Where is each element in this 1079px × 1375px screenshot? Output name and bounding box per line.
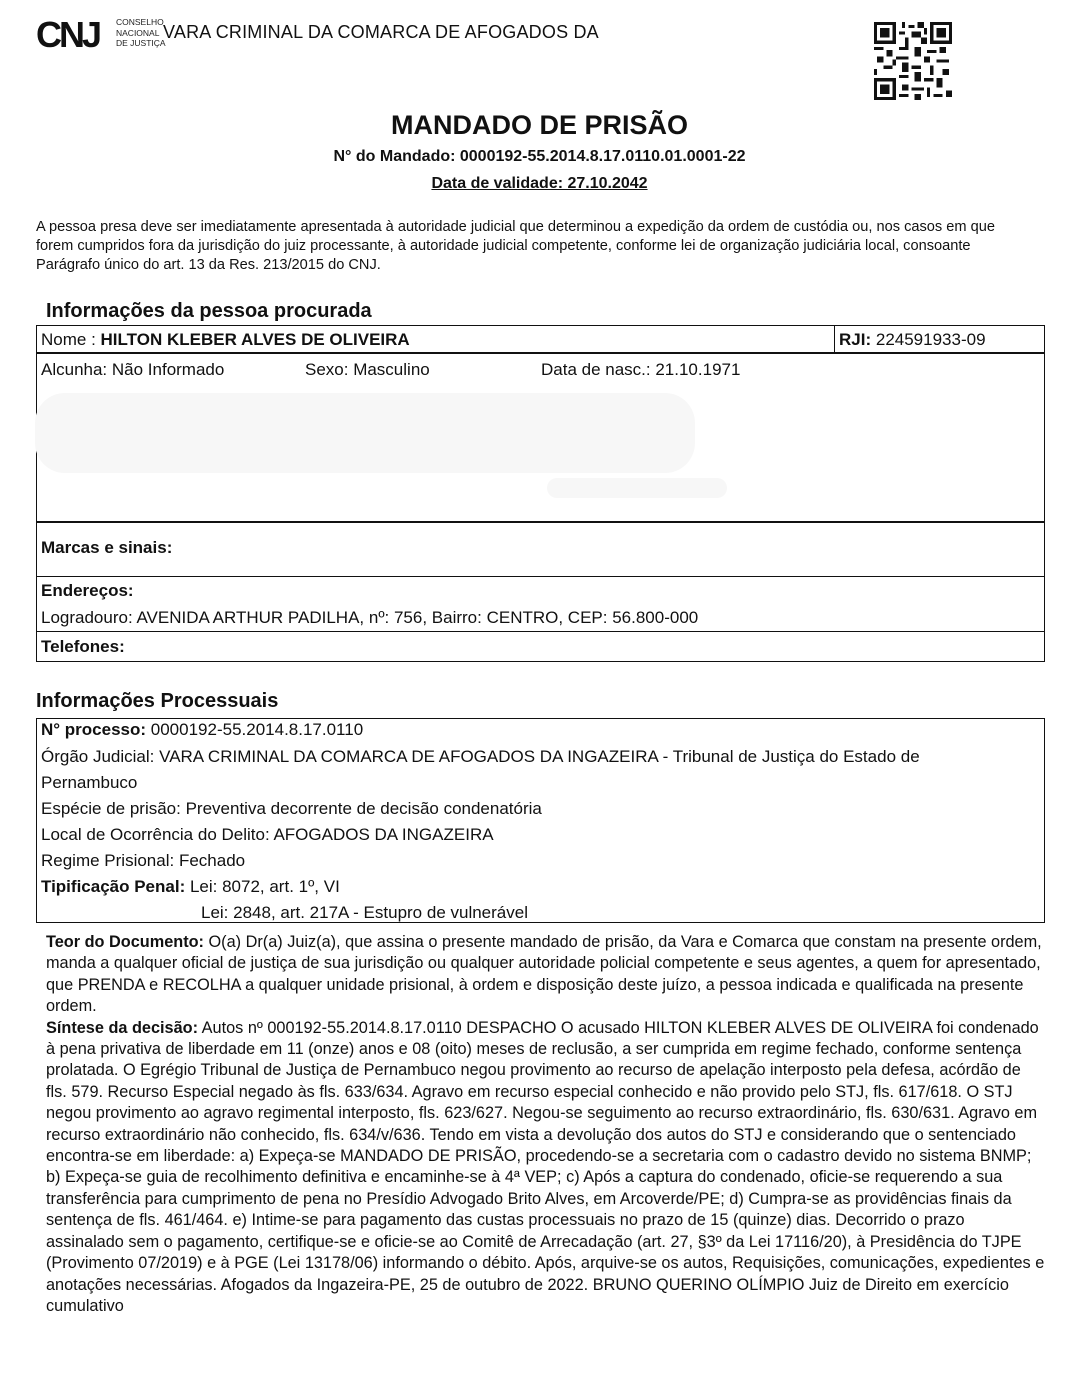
sex-field: Sexo: Masculino [305,360,430,379]
process-box [36,718,1045,923]
intro-paragraph: A pessoa presa deve ser imediatamente apresentada à autoridade judicial que determinou a expedição da ordem de custódia ou, nos casos em que forem cumpridos fora da jurisdição do juiz processante, à autoridade judicial competente, conforme lei de organização judiciária local, consoante Parágrafo único do art. 13 da Res. 213/2015 do CNJ. [36,219,995,273]
phones-row [36,632,1045,662]
phones-label: Telefones: [41,637,125,656]
redacted-area [35,393,695,473]
process-section-title: Informações Processuais [36,690,279,712]
document-content [46,932,1046,1317]
penal-typification-2: Lei: 2848, art. 217A - Estupro de vulnerável [201,903,528,922]
document-title: MANDADO DE PRISÃO [390,110,688,140]
marks-label: Marcas e sinais: [41,538,173,557]
alias-field: Alcunha: Não Informado [41,360,225,379]
marks-row [36,522,1045,577]
teor-paragraph: Teor do Documento: O(a) Dr(a) Juiz(a), que assina o presente mandado de prisão, da Vara e Comarca que constam na presente ordem, manda a qualquer oficial de justiça de sua jurisdição ou qualquer autoridade policial competente e seus agentes, a quem for apresentado, que PRENDA e RECOLHA a qualquer unidade prisional, à ordem e disposição deste juízo, a pessoa indicada e qualificada na presente ordem. [46,933,1042,1016]
redacted-area-small [547,478,727,498]
validity-date: Data de validade: 27.10.2042 [431,175,648,192]
addresses-row [36,576,1045,632]
cnj-logo [36,16,166,54]
qr-code-icon [874,22,952,100]
rji-field: RJI: 224591933-09 [839,330,986,349]
warrant-number: N° do Mandado: 0000192-55.2014.8.17.0110.01.0001-22 [333,148,746,165]
penal-typification: Tipificação Penal: Lei: 8072, art. 1º, VI [41,877,340,896]
cnj-logo-subtitle: CONSELHO NACIONAL DE JUSTIÇA [116,17,166,48]
court-header-line: VARA CRIMINAL DA COMARCA DE AFOGADOS DA [163,22,599,42]
judicial-organ: Órgão Judicial: VARA CRIMINAL DA COMARCA DE AFOGADOS DA INGAZEIRA - Tribunal de Justiça do Estado de [41,747,920,766]
crime-location: Local de Ocorrência do Delito: AFOGADOS DA INGAZEIRA [41,825,494,844]
person-name-row [36,325,1045,354]
person-details-box [36,352,1045,523]
name-field: Nome : HILTON KLEBER ALVES DE OLIVEIRA [41,330,410,349]
addresses-label: Endereços: [41,581,134,600]
sintese-paragraph: Síntese da decisão: Autos nº 000192-55.2014.8.17.0110 DESPACHO O acusado HILTON KLEBER ALVES DE OLIVEIRA foi condenado à pena privativa de liberdade em 11 (onze) anos e 08 (oito) meses de reclusão, a ser cumprida em regime fechado, conforme sentença prolatada. O Egrégio Tribunal de Justiça de Pernambuco negou provimento ao recurso de apelação interposto pela defesa, acórdão de fls. 579. Recurso Especial negado às fls. 633/634. Agravo em recurso especial conhecido e não provido pelo STJ, fls. 617/618. O STJ negou provimento ao agravo regimental interposto, fls. 623/627. Negou-se seguimento ao recurso extraordinário, fls. 630/631. Agravo em recurso extraordinário não conhecido, fls. 634/v/636. Tendo em vista a devolução dos autos do STJ e considerando que o sentenciado encontra-se em liberdade: a) Expeça-se MANDADO DE PRISÃO, procedendo-se a secretaria com o cadastro devido no sistema BNMP; b) Expeça-se guia de recolhimento definitiva e encaminhe-se à 4ª VEP; c) Após a captura do condenado, oficie-se requerendo a sua transferência para cumprimento de pena no Presídio Advogado Brito Alves, em Arcoverde/PE; d) Cumpra-se as providências finais da sentença de fls. 461/464. e) Intime-se para pagamento das custas processuais no prazo de 15 (quinze) dias. Decorrido o prazo assinalado sem o pagamento, certifique-se e oficie-se ao Comitê de Arrecadação (art. 27, §3º da Lei 17116/20), à Presidência do TJPE (Provimento 07/2019) e à PGE (Lei 13178/06) informando o débito. Após, arquive-se os autos, Requisições, comunicações, expedientes e anotações necessárias. Afogados da Ingazeira-PE, 25 de outubro de 2022. BRUNO QUERINO OLÍMPIO Juiz de Direito em exercício cumulativo [46,1018,1045,1315]
birth-date-field: Data de nasc.: 21.10.1971 [541,360,741,379]
process-number: N° processo: 0000192-55.2014.8.17.0110 [41,720,364,739]
rji-divider [834,326,835,353]
cnj-logo-mark: CNJ [36,14,100,55]
prison-regime: Regime Prisional: Fechado [41,851,246,870]
person-section-title: Informações da pessoa procurada [46,300,372,322]
judicial-organ-cont: Pernambuco [41,773,138,792]
prison-species: Espécie de prisão: Preventiva decorrente de decisão condenatória [41,799,542,818]
address-line: Logradouro: AVENIDA ARTHUR PADILHA, nº: 756, Bairro: CENTRO, CEP: 56.800-000 [41,608,699,627]
